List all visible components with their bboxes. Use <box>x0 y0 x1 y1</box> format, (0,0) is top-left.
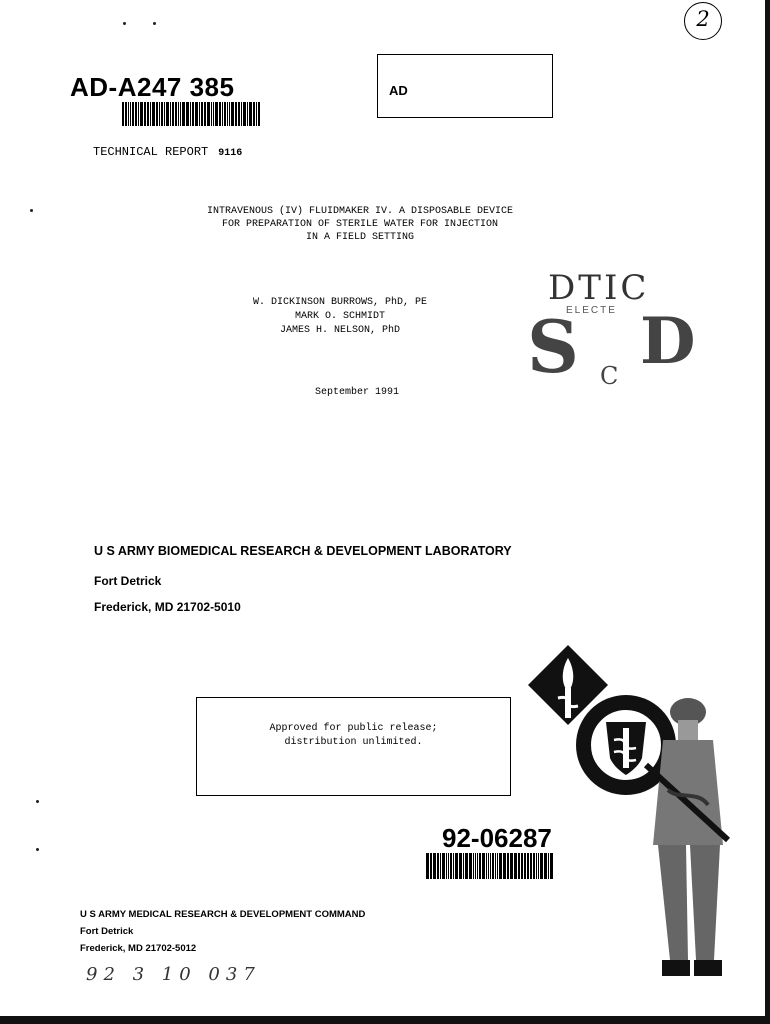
barcode-bar <box>178 102 179 126</box>
scan-edge-bottom <box>0 1016 770 1024</box>
barcode-bar <box>172 102 174 126</box>
title-line: IN A FIELD SETTING <box>305 232 415 243</box>
barcode-bar <box>448 853 449 879</box>
barcode-bar <box>215 102 218 126</box>
distribution-line: distribution unlimited. <box>284 737 423 748</box>
barcode-bar <box>253 102 255 126</box>
barcode-bar <box>479 853 481 879</box>
barcode-bar <box>213 102 214 126</box>
barcode-bar <box>241 102 242 126</box>
barcode-bar <box>514 853 517 879</box>
distribution-statement-box <box>196 697 511 796</box>
barcode-bar <box>152 102 155 126</box>
barcode-bar <box>140 102 143 126</box>
barcode-bar <box>132 102 134 126</box>
command-location: Fort Detrick <box>80 926 134 937</box>
handwritten-code: 92 3 10 037 <box>86 964 261 985</box>
barcode-bar <box>227 102 228 126</box>
barcode-bar <box>130 102 131 126</box>
barcode-bar <box>150 102 151 126</box>
barcode-bar <box>497 853 498 879</box>
barcode-bar <box>499 853 502 879</box>
barcode-bar <box>510 853 513 879</box>
barcode-bar <box>477 853 478 879</box>
title-line: INTRAVENOUS (IV) FLUIDMAKER IV. A DISPOSABLE DEVICE <box>206 206 514 217</box>
barcode-bar <box>524 853 526 879</box>
barcode-bar <box>186 102 189 126</box>
scan-speck <box>36 848 39 851</box>
barcode-bar <box>190 102 191 126</box>
laboratory-address: Frederick, MD 21702-5010 <box>94 600 241 614</box>
distribution-line: Approved for public release; <box>269 723 438 734</box>
barcode-bar <box>430 853 432 879</box>
barcode-bar <box>222 102 223 126</box>
barcode-bar <box>147 102 149 126</box>
corner-circled-number <box>684 2 722 40</box>
barcode-bar <box>161 102 163 126</box>
barcode-bar <box>473 853 474 879</box>
barcode-bar <box>243 102 246 126</box>
barcode-bar <box>495 853 496 879</box>
dtic-stamp-title: DTIC <box>548 268 650 308</box>
barcode-bar <box>211 102 212 126</box>
report-date: September 1991 <box>315 387 400 398</box>
barcode-bar <box>138 102 139 126</box>
barcode-bar <box>256 102 257 126</box>
barcode-bar <box>219 102 221 126</box>
barcode-bar <box>453 853 454 879</box>
ad-box <box>377 54 553 118</box>
barcode-bar <box>182 102 185 126</box>
barcode-bar <box>442 853 445 879</box>
ad-box-label: AD <box>389 83 408 98</box>
barcode-bar <box>521 853 523 879</box>
scan-speck <box>30 209 33 212</box>
barcode-bar <box>446 853 447 879</box>
ad-accession-number: AD-A247 385 <box>70 72 235 102</box>
barcode-bar <box>518 853 520 879</box>
command-name: U S ARMY MEDICAL RESEARCH & DEVELOPMENT COMMAND <box>80 909 366 920</box>
barcode-bar <box>156 102 158 126</box>
barcode-bar <box>180 102 181 126</box>
laboratory-name: U S ARMY BIOMEDICAL RESEARCH & DEVELOPMENT LABORATORY <box>94 544 512 558</box>
barcode-bar <box>164 102 165 126</box>
dtic-stamp-letter-d: D <box>640 304 696 379</box>
barcode-bar <box>144 102 146 126</box>
dtic-stamp-letter-s: S <box>527 304 579 389</box>
laboratory-location: Fort Detrick <box>94 574 162 588</box>
barcode-bar <box>507 853 509 879</box>
army-medical-emblem-and-soldier <box>528 640 738 1000</box>
report-title <box>150 205 570 244</box>
barcode-bar <box>128 102 129 126</box>
barcode-bar <box>166 102 169 126</box>
barcode-bar <box>455 853 458 879</box>
corner-mark-text: 2 <box>696 7 710 31</box>
barcode-bar <box>195 102 198 126</box>
barcode-bar <box>170 102 171 126</box>
barcode-bar <box>490 853 491 879</box>
author-name: MARK O. SCHMIDT <box>294 311 385 322</box>
barcode-bar <box>486 853 487 879</box>
barcode-bar <box>475 853 476 879</box>
scan-speck <box>123 22 126 25</box>
barcode-bar <box>465 853 468 879</box>
barcode-bar <box>204 102 206 126</box>
barcode-bar <box>235 102 237 126</box>
barcode-bar <box>224 102 226 126</box>
barcode-bar <box>426 853 429 879</box>
barcode-bar <box>482 853 485 879</box>
barcode-bar <box>231 102 234 126</box>
barcode-bar <box>247 102 248 126</box>
barcode-bar <box>258 102 260 126</box>
barcode-bar <box>207 102 210 126</box>
barcode-bar <box>437 853 439 879</box>
scan-speck <box>36 800 39 803</box>
title-line: FOR PREPARATION OF STERILE WATER FOR INJECTION <box>221 219 499 230</box>
scan-speck <box>153 22 156 25</box>
barcode-bar <box>122 102 124 126</box>
dtic-stamp-letter-c: C <box>600 362 619 390</box>
barcode-bar <box>433 853 436 879</box>
barcode-bar <box>469 853 472 879</box>
barcode-bar <box>175 102 177 126</box>
barcode-bar <box>463 853 464 879</box>
report-number: 9116 <box>218 148 243 159</box>
report-label: TECHNICAL REPORT <box>93 145 209 159</box>
barcode-bar <box>238 102 240 126</box>
technical-report-label <box>93 145 242 159</box>
barcode-bar <box>135 102 137 126</box>
dtic-stamp-elect: ELECTE <box>566 305 617 316</box>
barcode-bar <box>249 102 252 126</box>
barcode-bar <box>159 102 160 126</box>
barcode-bar <box>125 102 127 126</box>
author-list <box>210 296 470 338</box>
scan-edge-right <box>765 0 770 1024</box>
author-name: W. DICKINSON BURROWS, PhD, PE <box>252 297 428 308</box>
barcode-bar <box>201 102 203 126</box>
barcode-bar <box>503 853 506 879</box>
barcode-bar <box>459 853 462 879</box>
barcode-bar <box>192 102 194 126</box>
command-address: Frederick, MD 21702-5012 <box>80 943 197 954</box>
author-name: JAMES H. NELSON, PhD <box>279 325 401 336</box>
barcode-bar <box>450 853 452 879</box>
barcode-bar <box>199 102 200 126</box>
barcode-bar <box>488 853 489 879</box>
accession-number: 92-06287 <box>442 823 552 853</box>
barcode-bar <box>492 853 494 879</box>
barcode-bar <box>440 853 441 879</box>
top-barcode <box>122 102 261 126</box>
barcode-bar <box>229 102 230 126</box>
